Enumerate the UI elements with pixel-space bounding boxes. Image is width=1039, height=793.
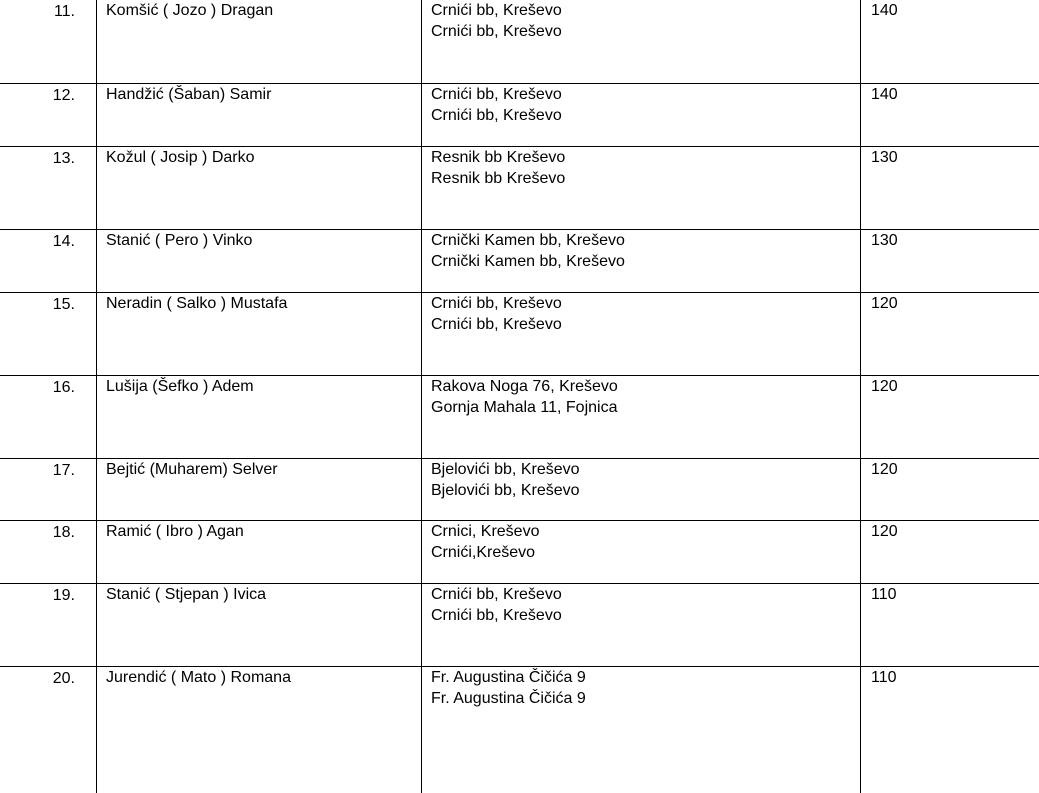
address-cell [422,459,861,521]
row-number: 14. [53,230,96,253]
person-name: Lušija (Šefko ) Adem [97,376,421,398]
address-line-2: Resnik bb Kreševo [422,169,860,190]
points-cell [861,84,1039,147]
address-line-2: Crnići bb, Kreševo [422,315,860,336]
points-value: 120 [861,293,1039,315]
address-cell [422,230,861,293]
row-number-cell [0,84,97,147]
points-value: 120 [861,521,1039,543]
address-line-1: Bjelovići bb, Kreševo [422,459,860,481]
address-cell [422,147,861,230]
name-cell [97,667,422,793]
table-row [0,521,1039,584]
points-cell [861,147,1039,230]
row-number: 19. [53,584,96,607]
name-cell [97,84,422,147]
address-line-2: Crnički Kamen bb, Kreševo [422,252,860,273]
row-number: 17. [53,459,96,482]
address-line-1: Resnik bb Kreševo [422,147,860,169]
points-cell [861,293,1039,376]
table-row [0,584,1039,667]
address-line-1: Crnići bb, Kreševo [422,0,860,22]
name-cell [97,584,422,667]
address-line-1: Crnički Kamen bb, Kreševo [422,230,860,252]
person-name: Jurendić ( Mato ) Romana [97,667,421,689]
address-line-2: Crnići bb, Kreševo [422,606,860,627]
points-value: 110 [861,667,1039,689]
person-name: Neradin ( Salko ) Mustafa [97,293,421,315]
address-line-2: Crnići bb, Kreševo [422,22,860,43]
address-line-1: Rakova Noga 76, Kreševo [422,376,860,398]
person-name: Stanić ( Stjepan ) Ivica [97,584,421,606]
address-cell [422,667,861,793]
table-row [0,667,1039,793]
name-cell [97,230,422,293]
address-line-2: Crnići bb, Kreševo [422,106,860,127]
address-cell [422,521,861,584]
address-cell [422,84,861,147]
person-name: Bejtić (Muharem) Selver [97,459,421,481]
row-number-cell [0,230,97,293]
address-cell [422,293,861,376]
name-cell [97,147,422,230]
points-cell [861,230,1039,293]
address-line-2: Crnići,Kreševo [422,543,860,564]
points-value: 110 [861,584,1039,606]
row-number: 13. [53,147,96,170]
address-line-1: Fr. Augustina Čičića 9 [422,667,860,689]
name-cell [97,376,422,459]
row-number-cell [0,147,97,230]
row-number-cell [0,376,97,459]
name-cell [97,521,422,584]
row-number-cell [0,584,97,667]
points-cell [861,0,1039,84]
points-value: 140 [861,0,1039,22]
points-cell [861,521,1039,584]
table-row [0,376,1039,459]
name-cell [97,0,422,84]
points-cell [861,376,1039,459]
person-name: Komšić ( Jozo ) Dragan [97,0,421,22]
row-number-cell [0,0,97,84]
name-cell [97,459,422,521]
points-cell [861,459,1039,521]
row-number: 16. [53,376,96,399]
address-line-1: Crnići bb, Kreševo [422,84,860,106]
points-value: 120 [861,459,1039,481]
address-cell [422,0,861,84]
address-line-1: Crnići bb, Kreševo [422,584,860,606]
name-cell [97,293,422,376]
table-row [0,459,1039,521]
points-value: 130 [861,230,1039,252]
row-number-cell [0,293,97,376]
row-number: 18. [53,521,96,544]
table-row [0,230,1039,293]
address-line-1: Crnici, Kreševo [422,521,860,543]
table-row [0,293,1039,376]
address-line-2: Bjelovići bb, Kreševo [422,481,860,502]
person-name: Stanić ( Pero ) Vinko [97,230,421,252]
address-line-2: Gornja Mahala 11, Fojnica [422,398,860,419]
points-value: 120 [861,376,1039,398]
table-row [0,0,1039,84]
row-number-cell [0,459,97,521]
row-number: 20. [53,667,96,690]
points-cell [861,584,1039,667]
address-cell [422,584,861,667]
address-cell [422,376,861,459]
table-row [0,84,1039,147]
address-line-1: Crnići bb, Kreševo [422,293,860,315]
person-name: Handžić (Šaban) Samir [97,84,421,106]
points-cell [861,667,1039,793]
points-value: 130 [861,147,1039,169]
row-number-cell [0,667,97,793]
row-number: 15. [53,293,96,316]
row-number: 11. [54,0,96,23]
row-number-cell [0,521,97,584]
person-name: Kožul ( Josip ) Darko [97,147,421,169]
row-number: 12. [53,84,96,107]
person-name: Ramić ( Ibro ) Agan [97,521,421,543]
table-row [0,147,1039,230]
points-value: 140 [861,84,1039,106]
address-line-2: Fr. Augustina Čičića 9 [422,689,860,710]
